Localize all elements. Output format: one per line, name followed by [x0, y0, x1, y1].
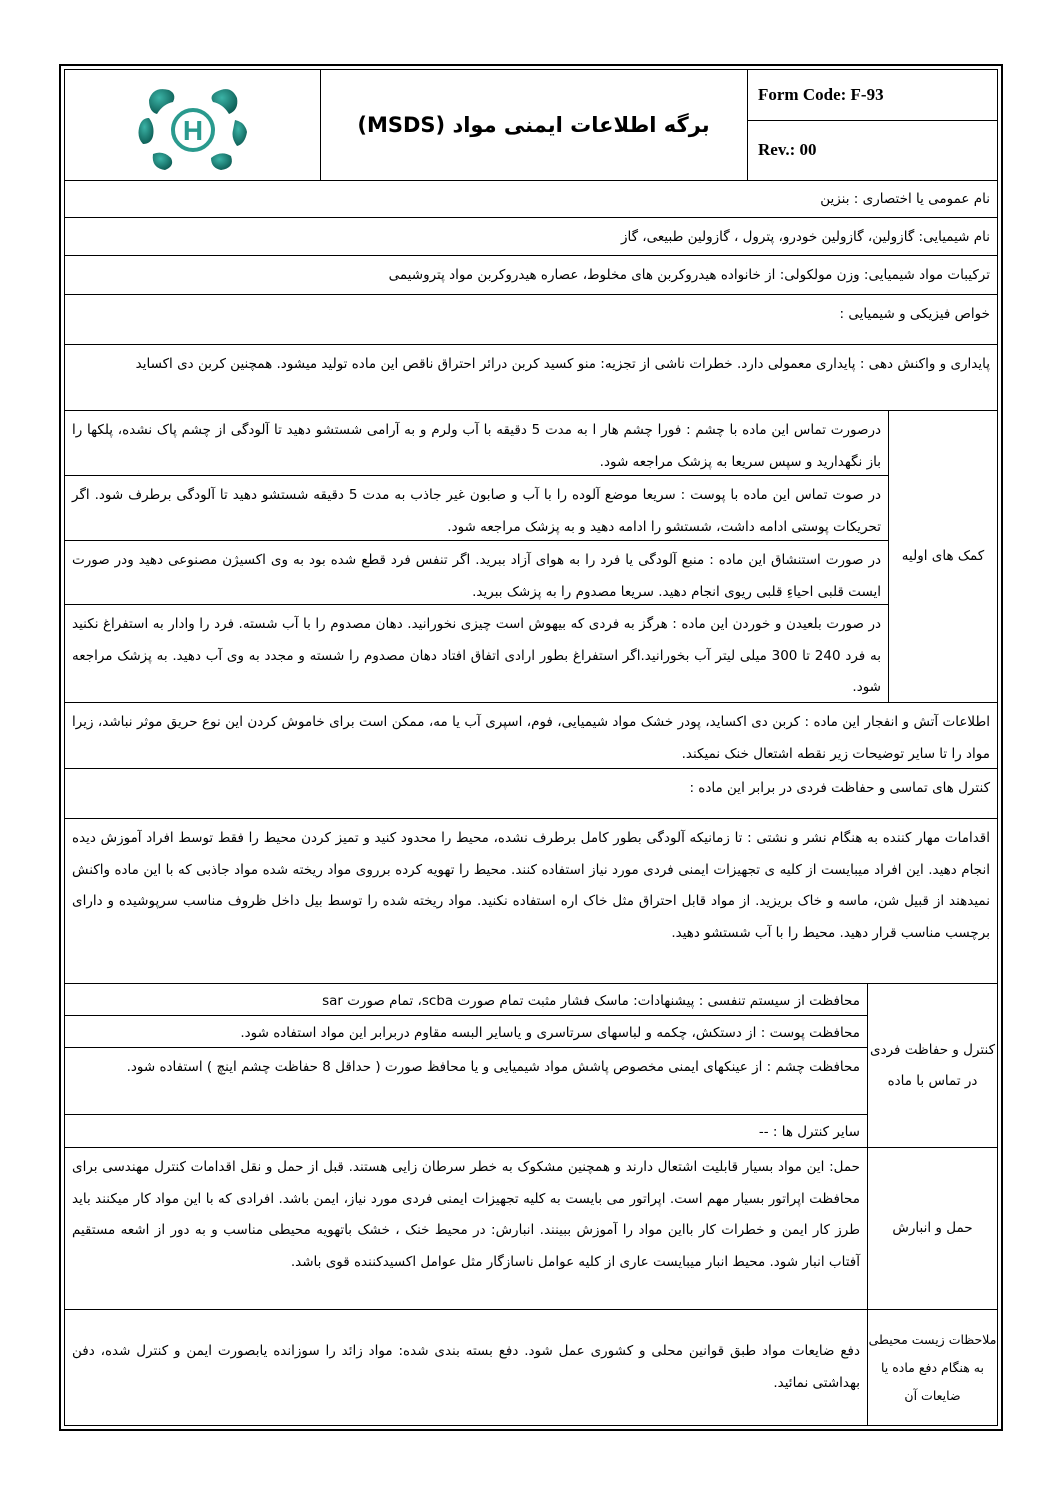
environment-text: دفع ضایعات مواد طبق قوانین محلی و کشوری عمل شود. دفع بسته بندی شده: مواد زائد را سوزانده یابصورت ایمن و کنترل شده، دفن بهداشتی نمائید. [72, 1343, 860, 1391]
stability-row [65, 345, 997, 411]
handling-content [65, 1148, 867, 1309]
logo-letter: H [182, 115, 204, 146]
first-aid-ingestion [65, 605, 888, 703]
first-aid-inhalation [65, 541, 888, 605]
ppe-content [65, 984, 867, 1147]
common-name: نام عمومی یا اختصاری : بنزین [820, 191, 990, 207]
ppe-respiratory-text: محافظت از سیستم تنفسی : پیشنهادات: ماسک فشار مثبت تمام صورت scba، تمام صورت sar [322, 993, 860, 1009]
physical-props: خواص فیزیکی و شیمیایی : [839, 306, 990, 322]
ppe-other-text: سایر کنترل ها : -- [758, 1124, 860, 1140]
first-aid-label: کمک های اولیه [888, 411, 997, 702]
ppe-respiratory [65, 984, 867, 1016]
environment-section [65, 1310, 997, 1425]
composition-row [65, 256, 997, 295]
contact-controls: کنترل های تماسی و حفاظت فردی در برابر این ماده : [689, 780, 990, 796]
chemical-name: نام شیمیایی: گازولین، گازولین خودرو، پترول ، گازولین طبیعی، گاز [620, 229, 990, 245]
environment-label: ملاحظات زیست محیطی به هنگام دفع ماده یا ضایعات آن [867, 1310, 997, 1425]
revision: Rev.: 00 [758, 140, 817, 159]
physical-props-row [65, 295, 997, 345]
first-aid-skin [65, 476, 888, 541]
first-aid-section [65, 411, 997, 703]
first-aid-ingestion-text: در صورت بلعیدن و خوردن این ماده : هرگز به فردی که بیهوش است چیزی نخورانید. دهان مصدوم را با آب شسته. فرد را وادار به استفراغ نکنید به فرد 240 تا 300 میلی لیتر آب بخورانید.اگر استفراغ بطور ارادی اتفاق افتاد دهان مصدوم را شسته و مجدد به وی آب دهید. به پزشک مراجعه شود. [72, 616, 881, 695]
form-code: Form Code: F-93 [747, 70, 997, 121]
common-name-row [65, 180, 997, 218]
first-aid-skin-text: در صوت تماس این ماده با پوست : سریعا موضع آلوده را با آب و صابون غیر جاذب به مدت 5 دقیقه شستشو دهید تا آلودگی برطرف شود. اگر تحریکات پوستی ادامه داشت، شستشو را ادامه دهید و به پزشک مراجعه شود. [72, 487, 881, 535]
ppe-other [65, 1115, 867, 1148]
contact-controls-row [65, 769, 997, 819]
form-header [65, 70, 997, 181]
form-title: برگه اطلاعات ایمنی مواد (MSDS) [320, 70, 748, 180]
handling-label: حمل و انبارش [867, 1148, 997, 1309]
first-aid-eye [65, 411, 888, 476]
chemical-name-row [65, 218, 997, 256]
ppe-section [65, 984, 997, 1148]
first-aid-content [65, 411, 888, 702]
fire-row [65, 703, 997, 769]
spill-row [65, 819, 997, 984]
handling-section [65, 1148, 997, 1310]
ppe-eye [65, 1048, 867, 1115]
first-aid-inhalation-text: در صورت استنشاق این ماده : منبع آلودگی یا فرد را به هوای آزاد ببرید. اگر تنفس فرد قطع شده بود به وی اکسیژن مصنوعی دهید ودر صورت ایست قلبی احیاءِ قلبی ریوی انجام دهید. سریعا مصدوم را به پزشک ببرید. [72, 552, 881, 600]
environment-content [65, 1310, 867, 1425]
stability: پایداری و واکنش دهی : پایداری معمولی دارد. خطرات ناشی از تجزیه: منو کسید کربن درائر احتراق ناقص این ماده تولید میشود. همچنین کربن دی اکساید [135, 356, 990, 372]
handling-text: حمل: این مواد بسیار قابلیت اشتعال دارند و همچنین مشکوک به خطر سرطان زایی هستند. قبل از حمل و نقل اقدامات کنترل مهندسی برای محافظت اپراتور بسیار مهم است. اپراتور می بایست به کلیه تجهیزات ایمنی فردی مورد نیاز، ایمن باشد. افرادی که با این مواد کار میکنند باید طرز کار ایمن و خطرات کار بااین مواد را آموزش ببینند. انبارش: در محیط خنک ، خشک باتهویه محیطی مناسب و به دور از اشعه مستقیم آفتاب انبار شود. محیط انبار میبایست عاری از کلیه عوامل ناسازگار مثل عوامل اکسیدکننده قوی باشد. [72, 1159, 860, 1270]
ppe-skin-text: محافظت پوست : از دستکش، چکمه و لباسهای سرتاسری و یاسایر البسه مقاوم دربرابر این مواد استفاده شود. [240, 1025, 860, 1041]
msds-form [59, 64, 1003, 1431]
company-logo [65, 70, 320, 180]
logo-cell [65, 70, 321, 180]
fire-info: اطلاعات آتش و انفجار این ماده : کربن دی اکساید، پودر خشک مواد شیمیایی، فوم، اسپری آب یا مه، ممکن است برای خاموش کردن این نوع حریق موثر نباشد، زیرا مواد را تا سایر توضیحات زیر نقطه اشتعال خنک نمیکند. [72, 714, 990, 762]
ppe-skin [65, 1016, 867, 1048]
form-frame [64, 69, 998, 1426]
spill-measures: اقدامات مهار کننده به هنگام نشر و نشتی : تا زمانیکه آلودگی بطور کامل برطرف نشده، محیط را محدود کنید و تمیز کردن محیط را فقط توسط افراد آموزش دیده انجام دهید. این افراد میبایست از کلیه ی تجهیزات ایمنی فردی مورد نیاز استفاده کنند. محیط را تهویه کرده برروی مواد ریخته شده مواد جاذبی که با این ماده واکنش نمیدهند از قبیل شن، ماسه و خاک بریزید. از مواد قابل احتراق مثل خاک اره استفاده نکنید. مواد ریخته شده را توسط بیل داخل ظروف مناسب سرپوشیده و دارای برچسب مناسب قرار دهید. محیط را با آب شستشو دهید. [72, 830, 990, 941]
first-aid-eye-text: درصورت تماس این ماده با چشم : فورا چشم هار ا به مدت 5 دقیقه با آب ولرم و به آرامی شستشو دهید تا آلودگی از چشم پاک نشده، پلکها را باز نگهدارید و سپس سریعا به پزشک مراجعه شود. [72, 422, 881, 470]
ppe-eye-text: محافظت چشم : از عینکهای ایمنی مخصوص پاشش مواد شیمیایی و یا محافظ صورت ( حداقل 8 حفاظت چشم اینچ ) استفاده شود. [126, 1059, 860, 1075]
composition: ترکیبات مواد شیمیایی: وزن مولکولی: از خانواده هیدروکربن های مخلوط، عصاره هیدروکربن مواد پتروشیمی [388, 267, 990, 283]
ppe-label: کنترل و حفاظت فردی در تماس با ماده [867, 984, 997, 1147]
